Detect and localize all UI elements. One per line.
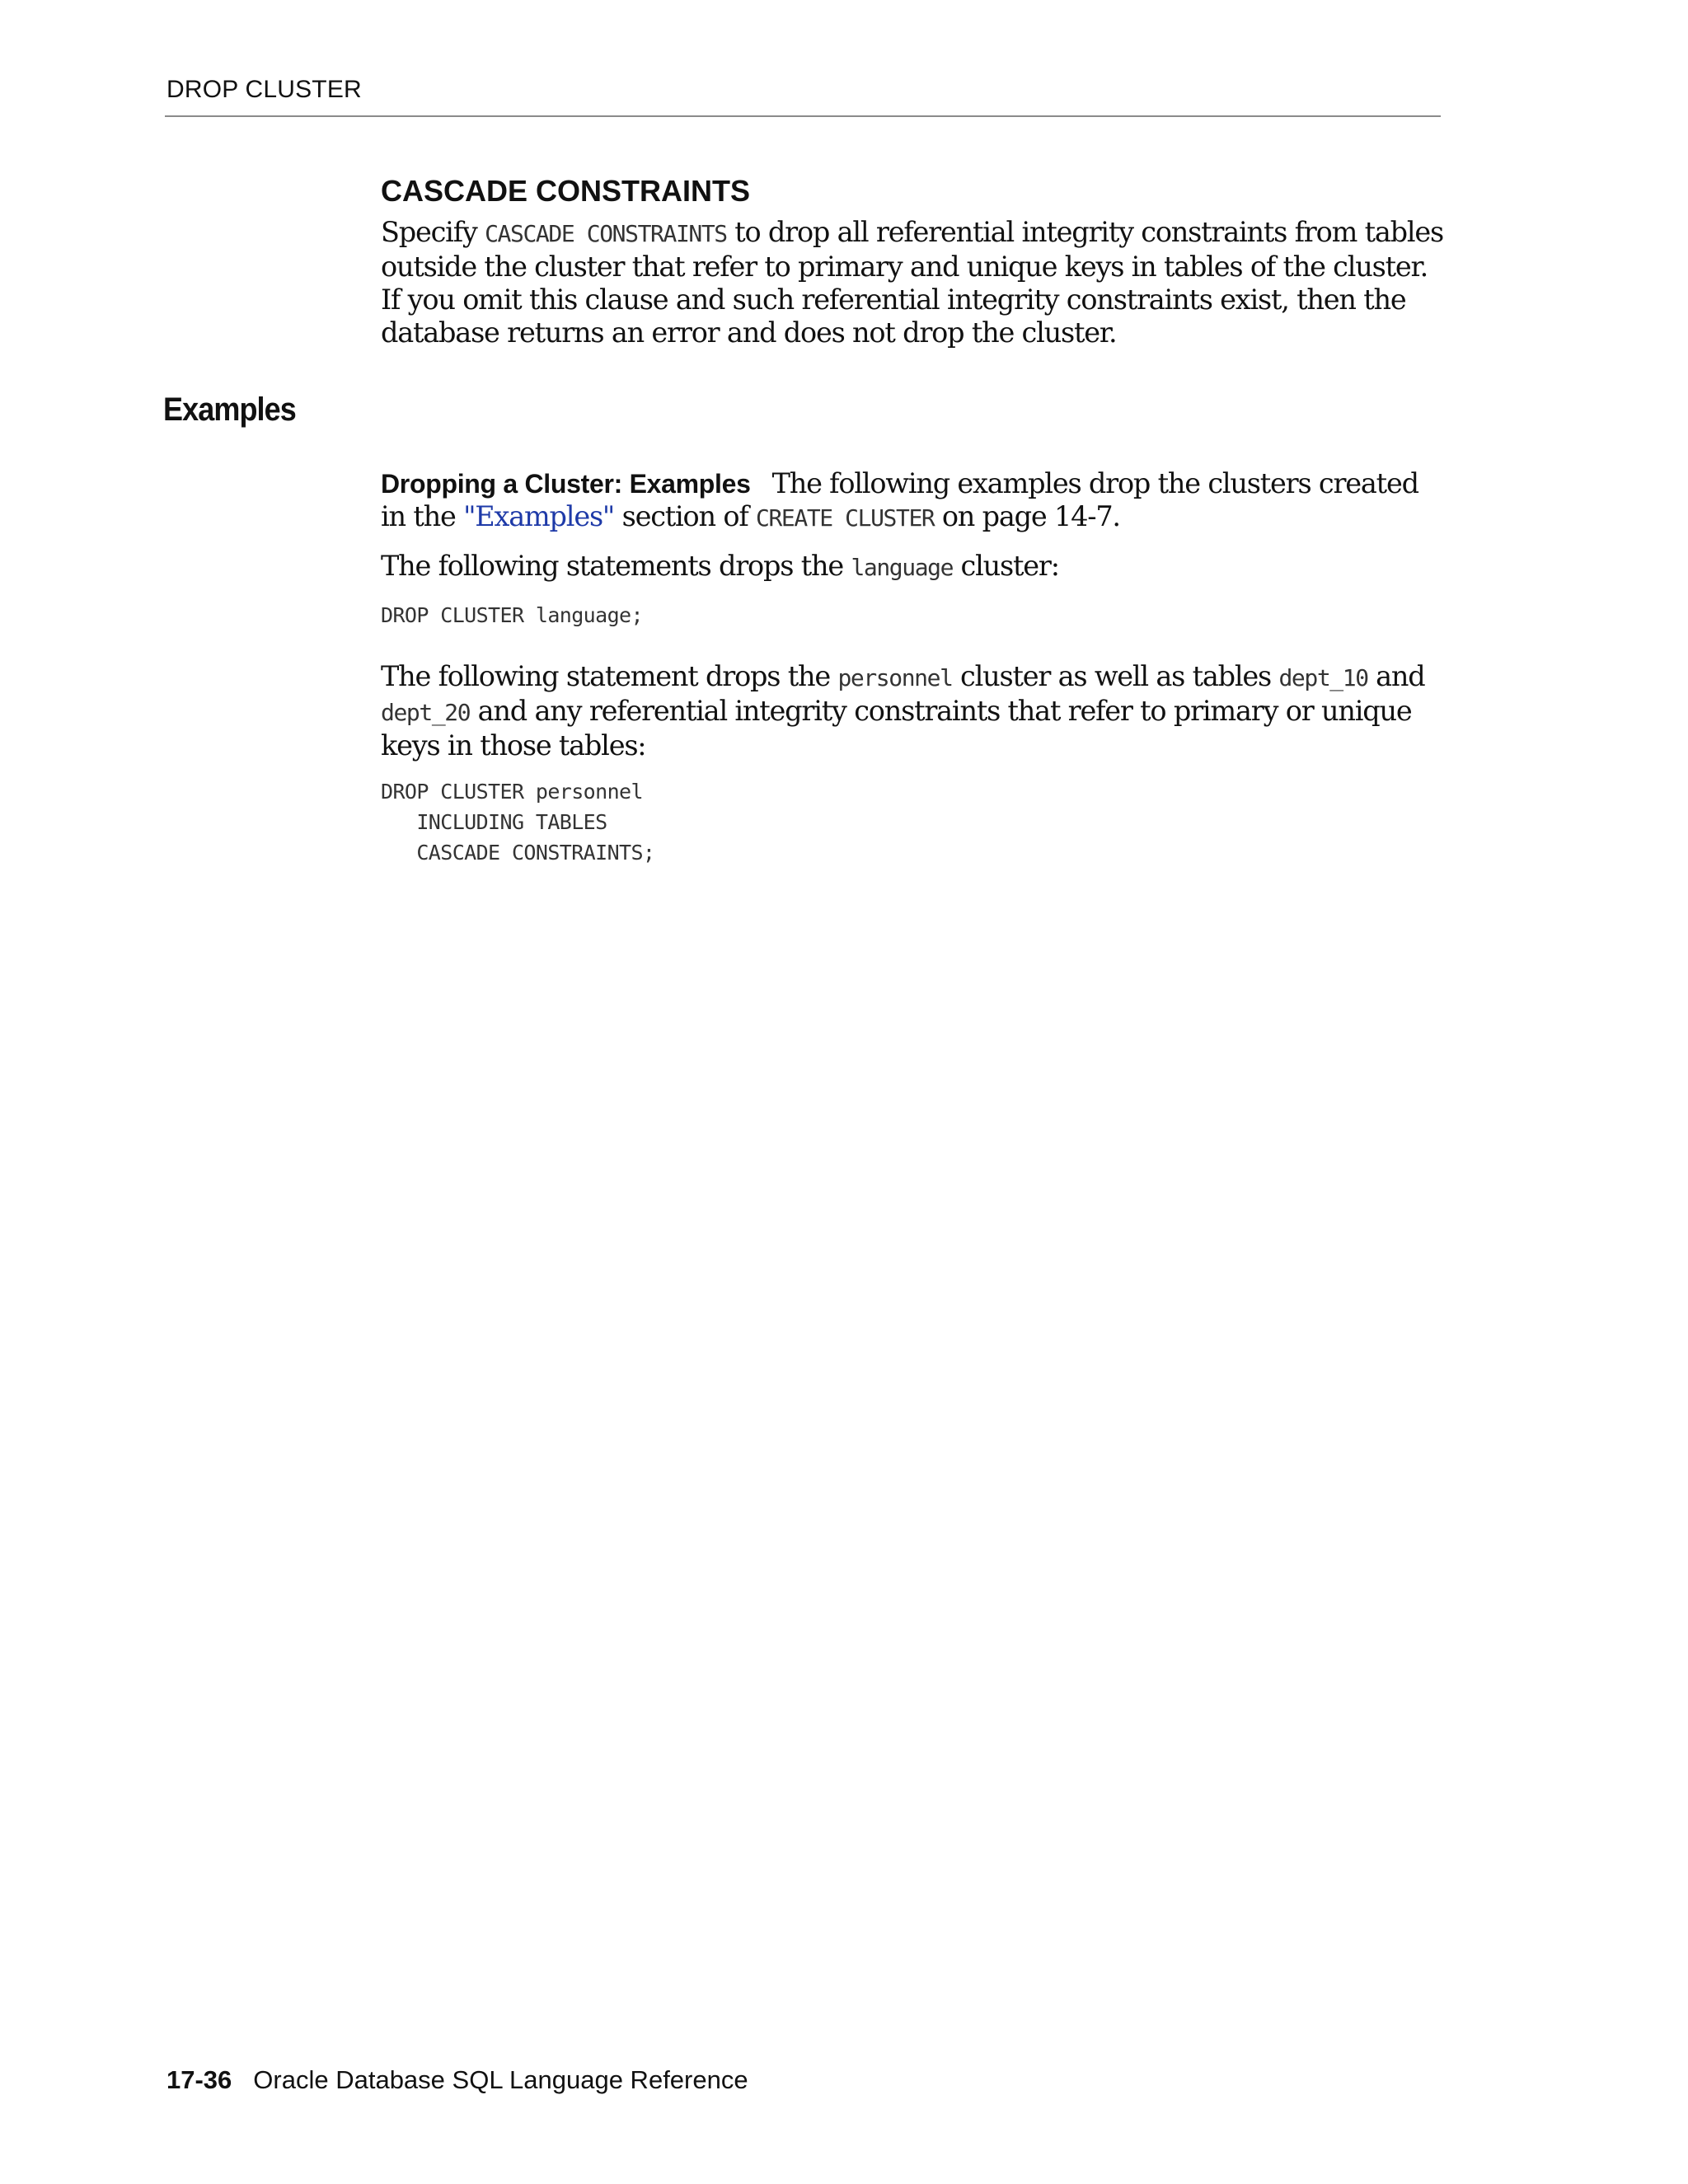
inline-code: dept_20 — [381, 699, 471, 726]
cascade-constraints-paragraph — [381, 216, 1444, 349]
code-example-personnel: DROP CLUSTER personnel INCLUDING TABLES CASCADE CONSTRAINTS; — [381, 780, 655, 865]
text-run: section of — [614, 500, 756, 532]
inline-code: language — [851, 554, 954, 581]
running-header: DROP CLUSTER — [166, 76, 362, 103]
page-footer — [166, 2065, 748, 2095]
text-run: The following statement drops the — [381, 660, 838, 692]
inline-code: personnel — [837, 664, 953, 691]
text-run: Specify — [381, 216, 485, 248]
text-run: on page 14-7. — [934, 500, 1120, 532]
text-run: The following examples drop the clusters created in the — [381, 467, 1418, 532]
text-run: The following statements drops the — [381, 550, 851, 582]
cascade-constraints-heading: CASCADE CONSTRAINTS — [381, 174, 751, 208]
code-example-language: DROP CLUSTER language; — [381, 603, 643, 627]
inline-code: dept_10 — [1278, 664, 1368, 691]
text-run: and — [1367, 660, 1425, 692]
text-run: cluster: — [953, 550, 1059, 582]
inline-code: CREATE CLUSTER — [755, 504, 935, 532]
inline-code: CASCADE CONSTRAINTS — [485, 220, 727, 247]
text-run: to drop all referential integrity constraints from tables outside the cluster that refer to primary and unique keys in tables of the cluster. If you omit this clause and such referential integrity constraints exist, then the database returns an error and does not drop the cluster. — [381, 216, 1443, 349]
examples-intro-paragraph — [381, 467, 1444, 535]
personnel-paragraph — [381, 660, 1444, 762]
runin-heading: Dropping a Cluster: Examples — [381, 469, 751, 499]
page-number: 17-36 — [166, 2065, 232, 2094]
text-run: cluster as well as tables — [952, 660, 1279, 692]
examples-heading: Examples — [163, 391, 296, 428]
header-rule — [165, 115, 1441, 117]
book-title: Oracle Database SQL Language Reference — [253, 2065, 748, 2094]
examples-link[interactable]: "Examples" — [463, 500, 615, 532]
language-paragraph — [381, 550, 1444, 584]
text-run: and any referential integrity constraints that refer to primary or unique keys in those tables: — [381, 695, 1412, 762]
